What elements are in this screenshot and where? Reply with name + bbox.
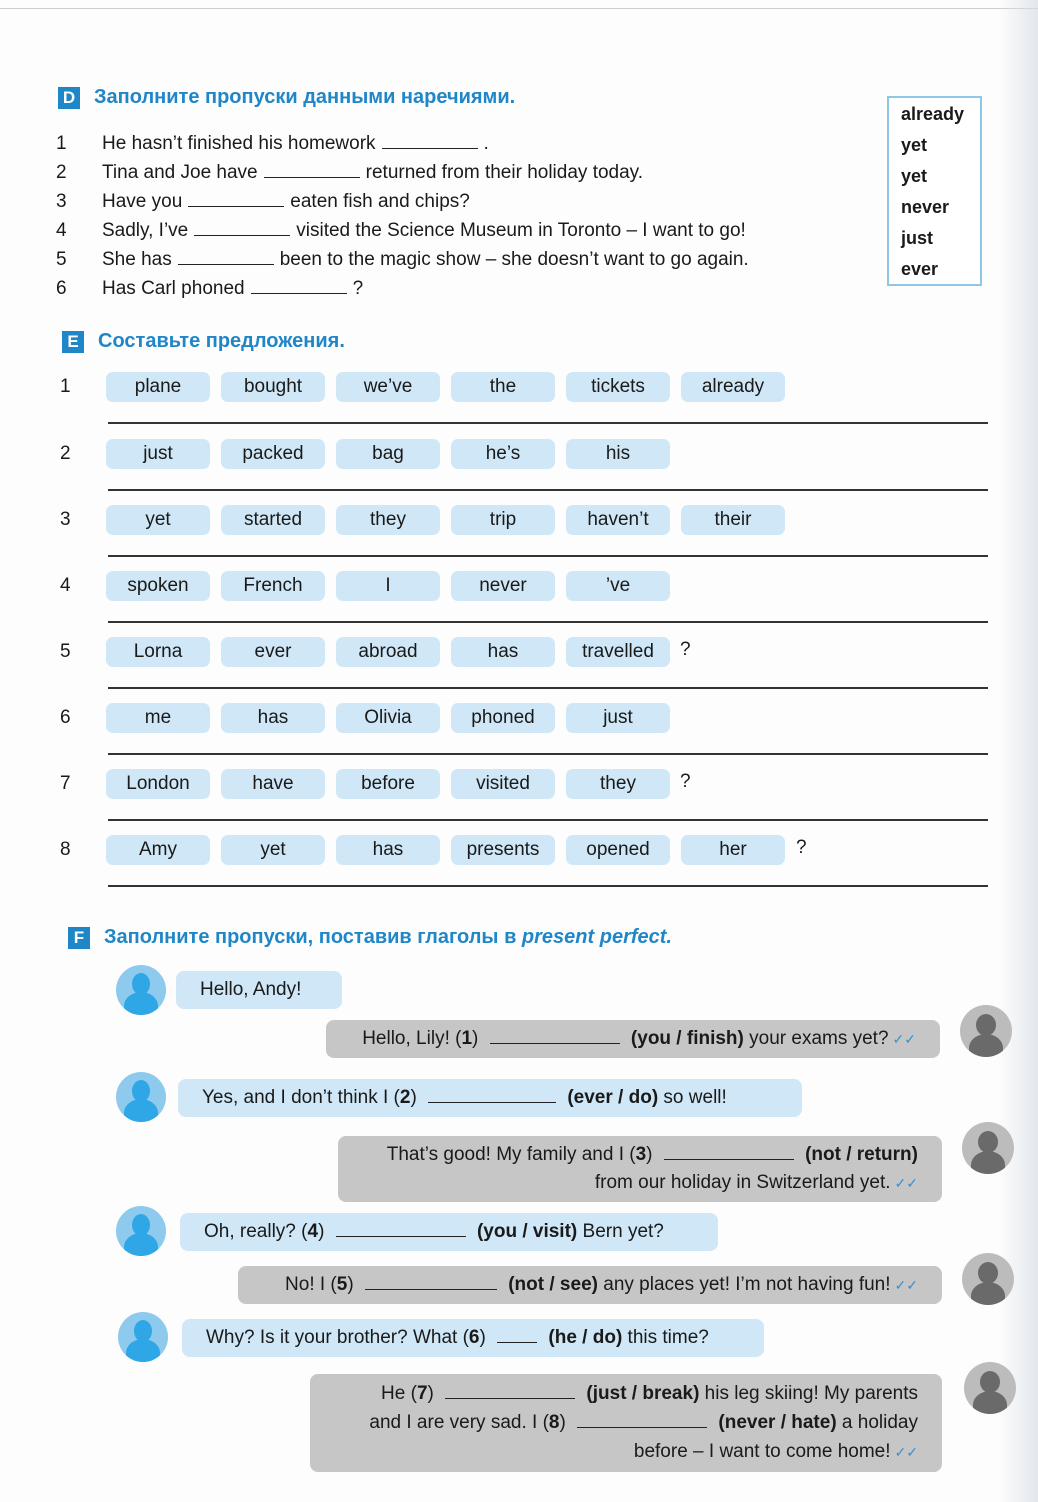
word-chip[interactable]: ever [221, 637, 325, 667]
word-chip[interactable]: we’ve [336, 372, 440, 402]
section-d-letter: D [58, 87, 80, 109]
line-number: 3 [56, 191, 67, 213]
line-text-after: ? [352, 278, 364, 300]
answer-blank[interactable] [264, 160, 360, 178]
chat-bubble-lily: Hello, Andy! [176, 971, 342, 1009]
row-number: 3 [60, 509, 71, 530]
word-chip[interactable]: before [336, 769, 440, 799]
answer-blank[interactable] [178, 247, 274, 265]
lily-avatar [116, 1072, 166, 1122]
row-number: 6 [60, 707, 71, 728]
line-number: 6 [56, 278, 67, 300]
word-chip[interactable]: has [336, 835, 440, 865]
word-chip[interactable]: started [221, 505, 325, 535]
word-box-item: never [901, 197, 950, 217]
word-chip[interactable]: Lorna [106, 637, 210, 667]
section-f-letter: F [68, 927, 90, 949]
exercise-d-line [56, 276, 363, 300]
word-chip[interactable]: have [221, 769, 325, 799]
exercise-d-line [56, 160, 643, 184]
chat-bubble-lily: Oh, really? (4) (you / visit) Bern yet? [180, 1213, 718, 1251]
answer-line[interactable] [108, 621, 988, 623]
section-d-title: Заполните пропуски данными наречиями. [94, 86, 516, 108]
word-chip[interactable]: trip [451, 505, 555, 535]
line-number: 4 [56, 220, 67, 242]
word-chip[interactable]: spoken [106, 571, 210, 601]
word-chip[interactable]: visited [451, 769, 555, 799]
word-chip[interactable]: they [336, 505, 440, 535]
answer-line[interactable] [108, 489, 988, 491]
question-mark: ? [680, 771, 691, 792]
answer-blank[interactable] [365, 1272, 497, 1290]
andy-avatar [960, 1005, 1012, 1057]
answer-blank[interactable] [490, 1026, 620, 1044]
word-chip[interactable]: their [681, 505, 785, 535]
word-chip[interactable]: phoned [451, 703, 555, 733]
chat-bubble-andy: He (7) (just / break) his leg skiing! My parents and I are very sad. I (8) (never / hate) a holiday before – I want to come home! ✓✓ [310, 1374, 942, 1472]
answer-blank[interactable] [497, 1325, 537, 1343]
word-chip[interactable]: he’s [451, 439, 555, 469]
row-number: 7 [60, 773, 71, 794]
exercise-d-line [56, 218, 746, 242]
word-chip[interactable]: me [106, 703, 210, 733]
word-chip[interactable]: packed [221, 439, 325, 469]
word-chip[interactable]: just [566, 703, 670, 733]
answer-blank[interactable] [382, 131, 478, 149]
row-number: 1 [60, 376, 71, 397]
word-chip[interactable]: never [451, 571, 555, 601]
line-number: 2 [56, 162, 67, 184]
exercise-d-line [56, 247, 749, 271]
answer-line[interactable] [108, 885, 988, 887]
word-chip[interactable]: tickets [566, 372, 670, 402]
section-e-title: Составьте предложения. [98, 330, 345, 352]
row-number: 4 [60, 575, 71, 596]
read-check-icon: ✓✓ [894, 1175, 918, 1191]
line-text-before: Tina and Joe have [102, 162, 258, 184]
word-chip[interactable]: has [221, 703, 325, 733]
answer-blank[interactable] [577, 1410, 707, 1428]
line-text-after: been to the magic show – she doesn’t want to go again. [279, 249, 749, 271]
row-number: 2 [60, 443, 71, 464]
word-chip[interactable]: abroad [336, 637, 440, 667]
word-box-item: ever [901, 259, 939, 279]
question-mark: ? [680, 639, 691, 660]
word-chip[interactable]: the [451, 372, 555, 402]
line-text-before: Have you [102, 191, 183, 213]
word-box-item: yet [901, 166, 928, 186]
line-text-before: Sadly, I’ve [102, 220, 189, 242]
chat-bubble-andy: No! I (5) (not / see) any places yet! I’m not having fun! ✓✓ [238, 1266, 942, 1304]
word-box-item: yet [901, 135, 928, 155]
word-chip[interactable]: French [221, 571, 325, 601]
word-chip[interactable]: travelled [566, 637, 670, 667]
word-chip[interactable]: has [451, 637, 555, 667]
andy-avatar [964, 1362, 1016, 1414]
chat-bubble-lily: Yes, and I don’t think I (2) (ever / do) so well! [178, 1079, 802, 1117]
chat-bubble-andy: That’s good! My family and I (3) (not / return) from our holiday in Switzerland yet. ✓✓ [338, 1136, 942, 1202]
read-check-icon: ✓✓ [892, 1031, 916, 1047]
word-chip[interactable]: ’ve [566, 571, 670, 601]
word-chip[interactable]: his [566, 439, 670, 469]
row-number: 8 [60, 839, 71, 860]
answer-line[interactable] [108, 555, 988, 557]
word-box-item: just [901, 228, 934, 248]
lily-avatar [116, 1206, 166, 1256]
chat-bubble-lily: Why? Is it your brother? What (6) (he / do) this time? [182, 1319, 764, 1357]
section-e-header [62, 330, 345, 353]
andy-avatar [962, 1122, 1014, 1174]
word-chip[interactable]: yet [221, 835, 325, 865]
answer-line[interactable] [108, 687, 988, 689]
chat-bubble-andy: Hello, Lily! (1) (you / finish) your exams yet? ✓✓ [326, 1020, 940, 1058]
word-box [887, 96, 982, 286]
line-text-after: . [483, 133, 489, 155]
section-d-header [58, 86, 515, 109]
word-chip[interactable]: her [681, 835, 785, 865]
read-check-icon: ✓✓ [894, 1444, 918, 1460]
line-text-after: returned from their holiday today. [365, 162, 644, 184]
answer-line[interactable] [108, 753, 988, 755]
answer-blank[interactable] [445, 1381, 575, 1399]
word-chip[interactable]: plane [106, 372, 210, 402]
exercise-d-line [56, 189, 470, 213]
answer-blank[interactable] [194, 218, 290, 236]
word-chip[interactable]: I [336, 571, 440, 601]
read-check-icon: ✓✓ [894, 1277, 918, 1293]
line-text-before: Has Carl phoned [102, 278, 245, 300]
answer-blank[interactable] [428, 1085, 556, 1103]
word-chip[interactable]: Amy [106, 835, 210, 865]
word-chip[interactable]: already [681, 372, 785, 402]
lily-avatar [116, 965, 166, 1015]
row-number: 5 [60, 641, 71, 662]
answer-blank[interactable] [188, 189, 284, 207]
word-chip[interactable]: Olivia [336, 703, 440, 733]
line-text-before: He hasn’t finished his homework [102, 133, 376, 155]
andy-avatar [962, 1253, 1014, 1305]
section-f-header [68, 926, 672, 949]
answer-blank[interactable] [336, 1219, 466, 1237]
word-chip[interactable]: yet [106, 505, 210, 535]
question-mark: ? [796, 837, 807, 858]
lily-avatar [118, 1312, 168, 1362]
word-chip[interactable]: bought [221, 372, 325, 402]
line-number: 1 [56, 133, 67, 155]
line-text-before: She has [102, 249, 172, 271]
line-text-after: eaten fish and chips? [290, 191, 470, 213]
answer-blank[interactable] [664, 1142, 794, 1160]
answer-line[interactable] [108, 819, 988, 821]
line-text-after: visited the Science Museum in Toronto – I want to go! [296, 220, 746, 242]
section-e-letter: E [62, 331, 84, 353]
word-box-item: already [901, 104, 965, 124]
word-chip[interactable]: haven’t [566, 505, 670, 535]
page-top-rule [0, 8, 1038, 9]
word-chip[interactable]: opened [566, 835, 670, 865]
word-chip[interactable]: bag [336, 439, 440, 469]
word-chip[interactable]: London [106, 769, 210, 799]
exercise-d-line [56, 131, 489, 155]
word-chip[interactable]: presents [451, 835, 555, 865]
word-chip[interactable]: just [106, 439, 210, 469]
answer-line[interactable] [108, 422, 988, 424]
word-chip[interactable]: they [566, 769, 670, 799]
line-number: 5 [56, 249, 67, 271]
section-f-title: Заполните пропуски, поставив глаголы в present perfect. [104, 926, 672, 948]
answer-blank[interactable] [251, 276, 347, 294]
